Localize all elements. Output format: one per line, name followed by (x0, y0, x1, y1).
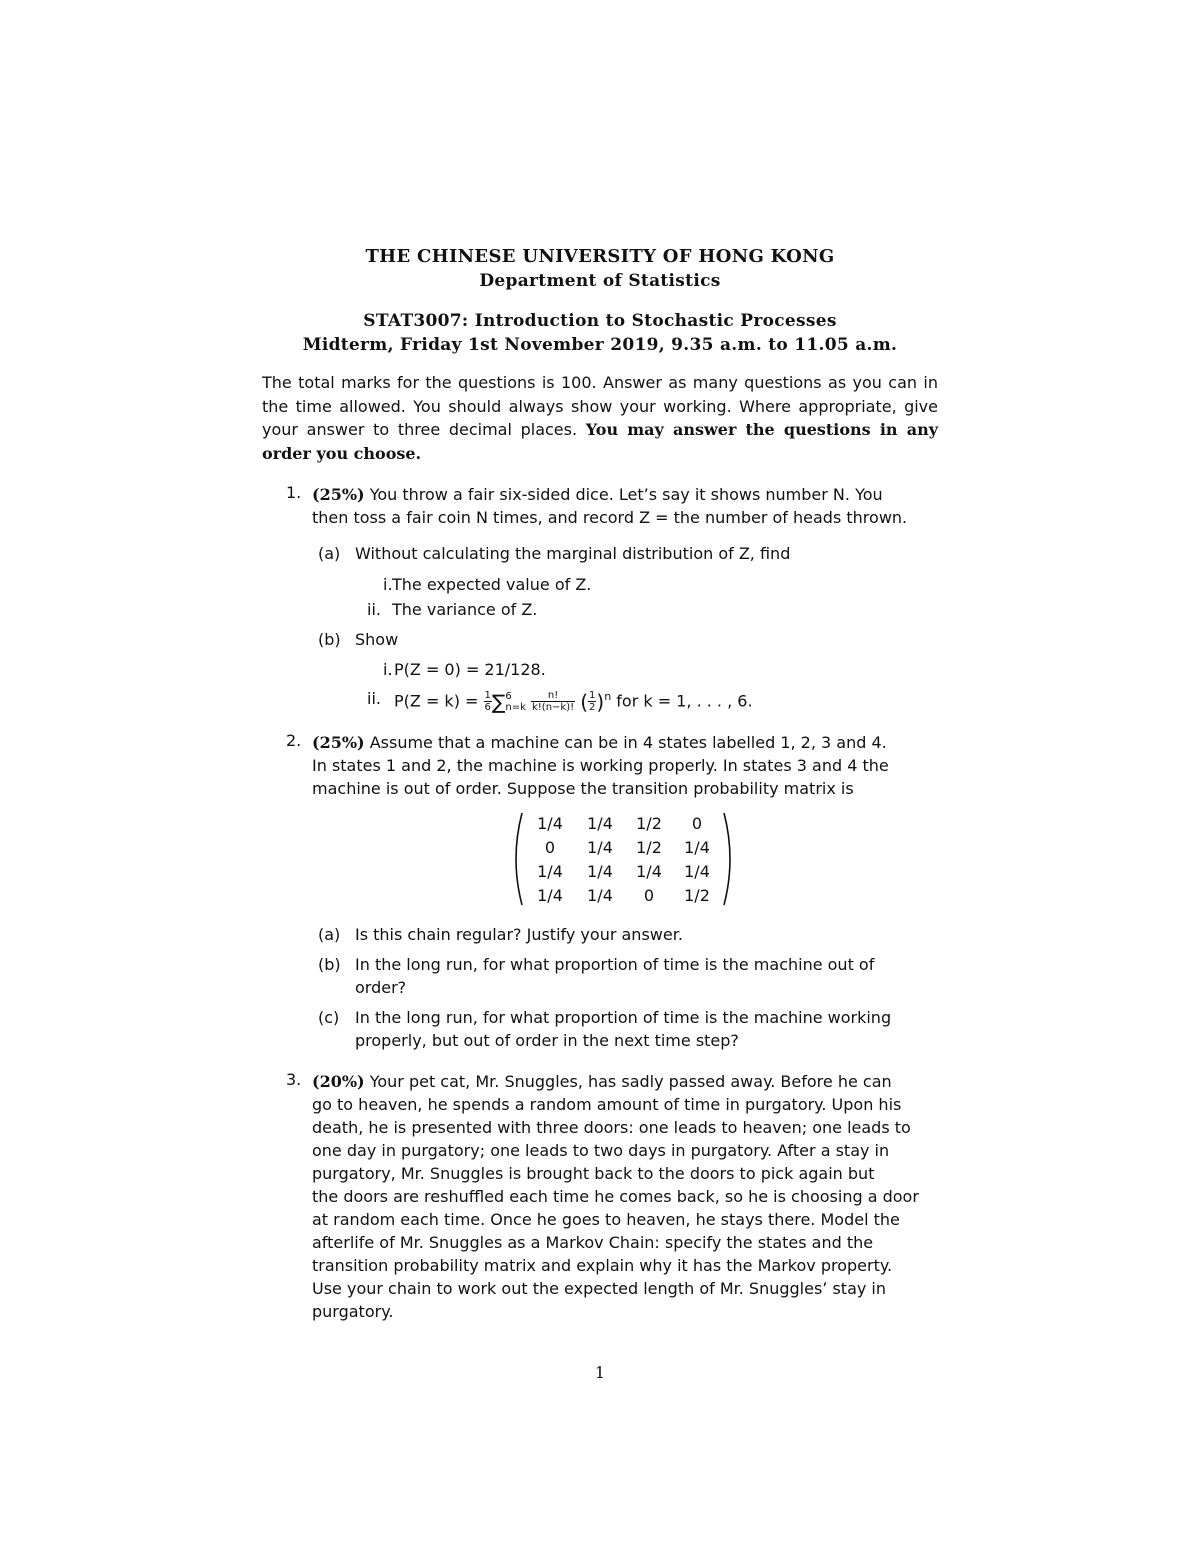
question-3-line-1 (312, 1070, 892, 1094)
transition-matrix (508, 811, 738, 907)
question-3-text: the doors are reshuffled each time he comes back, so he is choosing a door (312, 1187, 919, 1206)
question-2-number: 2. (286, 731, 302, 750)
matrix-cell: 1/4 (537, 814, 563, 833)
matrix-cell: 1/2 (636, 838, 662, 857)
question-2-text-1: Assume that a machine can be in 4 states labelled 1, 2, 3 and 4. (369, 733, 887, 752)
formula-exponent: n (604, 690, 612, 703)
matrix-cell: 1/4 (537, 862, 563, 881)
matrix-cell: 1/2 (636, 814, 662, 833)
question-3-text: Your pet cat, Mr. Snuggles, has sadly passed away. Before he can (369, 1072, 892, 1091)
question-2b-text-2: order? (355, 978, 407, 997)
question-3-number: 3. (286, 1070, 302, 1089)
question-3-text: Use your chain to work out the expected length of Mr. Snuggles’ stay in (312, 1279, 887, 1298)
question-1b-i-label: i. (383, 660, 393, 679)
formula-binomial (531, 690, 575, 713)
question-1-line-1 (312, 483, 883, 507)
instructions-paragraph (262, 371, 938, 465)
formula-one-sixth (484, 690, 492, 713)
question-1b-i-text: P(Z = 0) = 21/128. (394, 660, 546, 679)
question-2c-text-1: In the long run, for what proportion of time is the machine working (355, 1008, 892, 1027)
exam-details: Midterm, Friday 1st November 2019, 9.35 a.m. to 11.05 a.m. (302, 335, 898, 355)
formula-lhs: P(Z = k) = (394, 691, 479, 711)
matrix-cell: 1/4 (587, 814, 613, 833)
question-1b-label: (b) (318, 630, 341, 649)
question-3-text: purgatory, Mr. Snuggles is brought back to the doors to pick again but (312, 1164, 875, 1183)
question-2-text-3: machine is out of order. Suppose the transition probability matrix is (312, 779, 854, 798)
question-2-text-2: In states 1 and 2, the machine is working properly. In states 3 and 4 the (312, 756, 889, 775)
instructions-text: The total marks for the questions is 100. Answer as many questions as you can in the time allowed. You should always show your working. Where appropriate, give your answer to three decimal places. (262, 373, 938, 439)
question-3-text: death, he is presented with three doors: one leads to heaven; one leads to (312, 1118, 911, 1137)
question-2a-text: Is this chain regular? Justify your answer. (355, 925, 683, 944)
matrix-cell: 1/4 (587, 862, 613, 881)
question-1a-label: (a) (318, 544, 341, 563)
question-3-text: at random each time. Once he goes to heaven, he stays there. Model the (312, 1210, 900, 1229)
question-1a-i-text: The expected value of Z. (392, 575, 592, 594)
question-2-weight: (25%) (312, 733, 365, 752)
one-sixth-denominator: 6 (484, 702, 491, 714)
matrix-cell: 1/4 (587, 886, 613, 905)
question-3-weight: (20%) (312, 1072, 365, 1091)
one-sixth-numerator: 1 (484, 690, 491, 702)
one-half-denominator: 2 (589, 702, 596, 714)
question-1b-ii-label: ii. (367, 689, 381, 708)
matrix-cell: 0 (691, 814, 703, 833)
question-3-text: afterlife of Mr. Snuggles as a Markov Chain: specify the states and the (312, 1233, 874, 1252)
question-1b-ii-formula: P(Z = k) = $\frac{1}{6}$ ∑ 6 n=k $\frac{n!}{k!(n-k)!}$ ( $\frac{1}{2}$ )$^n$ for k = 1, . . . , 6. (394, 689, 753, 714)
matrix-cell: 1/4 (684, 838, 710, 857)
course-title: STAT3007: Introduction to Stochastic Processes (363, 311, 837, 331)
question-1a-text: Without calculating the marginal distribution of Z, find (355, 544, 791, 563)
question-2c-text-2: properly, but out of order in the next time step? (355, 1031, 739, 1050)
sum-limits (505, 691, 526, 713)
question-1a-ii-text: The variance of Z. (392, 600, 538, 619)
question-2a-label: (a) (318, 925, 341, 944)
sum-upper-limit: 6 (505, 690, 512, 702)
matrix-cell: 1/4 (537, 886, 563, 905)
question-1-number: 1. (286, 483, 302, 502)
question-1-text-2: then toss a fair coin N times, and record Z = the number of heads thrown. (312, 508, 908, 527)
question-3-text: one day in purgatory; one leads to two days in purgatory. After a stay in (312, 1141, 890, 1160)
university-name: THE CHINESE UNIVERSITY OF HONG KONG (365, 246, 835, 267)
question-3-text: transition probability matrix and explain why it has the Markov property. (312, 1256, 893, 1275)
page-number: 1 (594, 1363, 606, 1382)
question-1-weight: (25%) (312, 485, 365, 504)
question-3-text: go to heaven, he spends a random amount of time in purgatory. Upon his (312, 1095, 902, 1114)
question-3-text: purgatory. (312, 1302, 394, 1321)
department-name: Department of Statistics (479, 271, 721, 291)
question-2b-label: (b) (318, 955, 341, 974)
matrix-cell: 0 (643, 886, 655, 905)
sum-lower-limit: n=k (505, 701, 526, 713)
sum-symbol: ∑ (491, 689, 506, 714)
matrix-cell: 1/4 (636, 862, 662, 881)
matrix-cell: 1/4 (587, 838, 613, 857)
question-1a-i-label: i. (383, 575, 393, 594)
question-1-text-1: You throw a fair six-sided dice. Let’s say it shows number N. You (369, 485, 883, 504)
binomial-numerator: n! (531, 690, 575, 702)
question-1b-text: Show (355, 630, 399, 649)
question-2c-label: (c) (318, 1008, 340, 1027)
matrix-cell: 1/2 (684, 886, 710, 905)
one-half-numerator: 1 (589, 690, 596, 702)
matrix-cell: 0 (544, 838, 556, 857)
binomial-denominator: k!(n−k)! (532, 702, 575, 714)
formula-tail: for k = 1, . . . , 6. (616, 691, 753, 711)
question-1a-ii-label: ii. (367, 600, 381, 619)
question-2b-text-1: In the long run, for what proportion of time is the machine out of (355, 955, 875, 974)
instructions-bold-text: You may answer the questions in any order you choose. (262, 420, 938, 463)
question-2-line-1 (312, 731, 887, 755)
matrix-cell: 1/4 (684, 862, 710, 881)
